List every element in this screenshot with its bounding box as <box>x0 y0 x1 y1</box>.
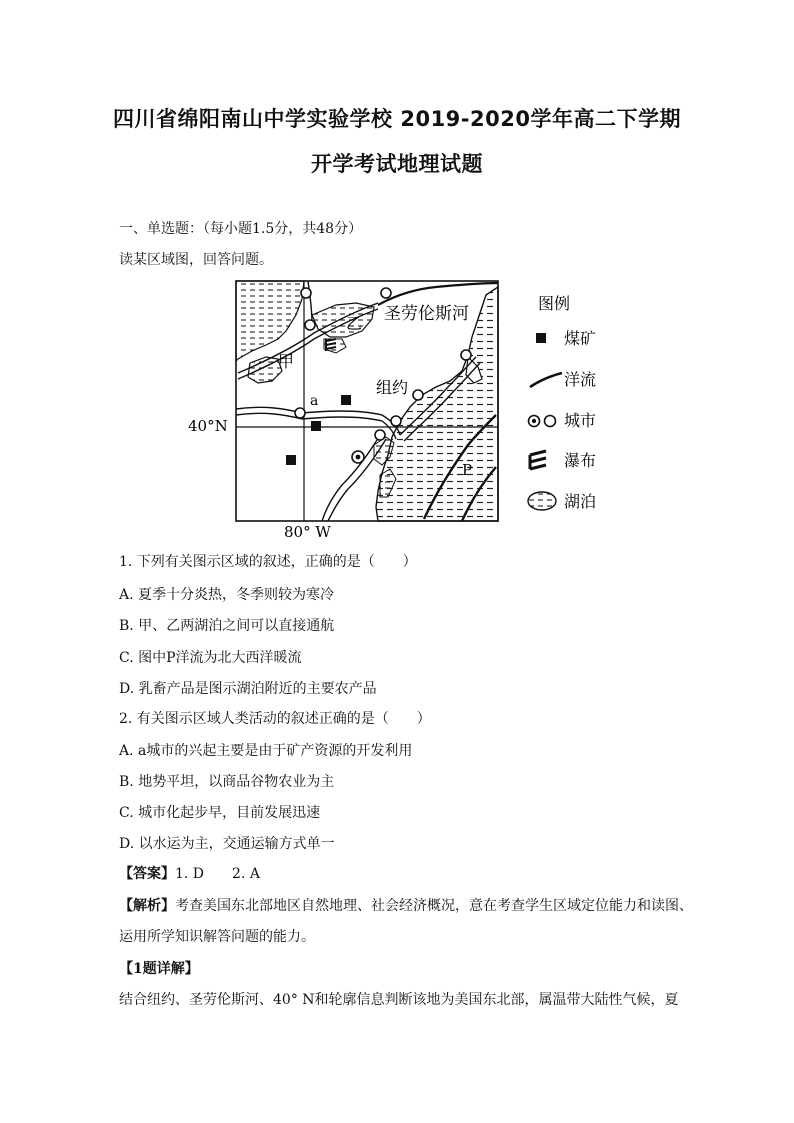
question-2-option-a: A. a城市的兴起主要是由于矿产资源的开发利用 <box>119 743 413 759</box>
city-marker <box>413 390 423 400</box>
question-1-option-d: D. 乳畜产品是图示湖泊附近的主要农产品 <box>119 681 377 697</box>
region-map-figure <box>186 275 606 543</box>
answer-text: 1. D 2. A <box>175 866 260 882</box>
section-header: 一、单选题：（每小题1.5分，共48分） <box>119 221 363 237</box>
question-2-stem: 2. 有关图示区域人类活动的叙述正确的是（ ） <box>119 711 431 727</box>
label-lake-yi: 乙 <box>346 314 363 333</box>
legend-label-coal: 煤矿 <box>564 329 597 348</box>
question-2-option-b: B. 地势平坦，以商品谷物农业为主 <box>119 774 335 790</box>
label-lake-jia: 甲 <box>278 352 295 371</box>
analysis-label: 【解析】 <box>119 898 175 914</box>
answer-line <box>119 863 260 883</box>
question-1-option-a: A. 夏季十分炎热，冬季则较为寒冷 <box>119 587 335 603</box>
legend-title: 图例 <box>538 294 571 313</box>
question-1-option-c: C. 图中P洋流为北大西洋暖流 <box>119 650 302 666</box>
city-marker <box>375 430 385 440</box>
legend-label-waterfall: 瀑布 <box>564 451 597 470</box>
city-marker <box>461 350 471 360</box>
coal-mine-marker <box>341 395 351 405</box>
label-city-a: a <box>310 393 319 409</box>
coal-mine-marker <box>311 421 321 431</box>
city-marker <box>391 416 401 426</box>
label-current-p: P <box>462 461 473 479</box>
question-intro: 读某区域图，回答问题。 <box>119 252 273 268</box>
coal-mine-icon <box>536 333 546 343</box>
city-icon <box>529 416 556 427</box>
coal-mine-marker <box>286 455 296 465</box>
label-latitude: 40°N <box>188 417 228 435</box>
label-newyork: 组约 <box>376 378 409 397</box>
answer-label: 【答案】 <box>119 866 175 882</box>
city-marker <box>301 288 311 298</box>
page-title-line1: 四川省绵阳南山中学实验学校 2019-2020学年高二下学期 <box>113 107 681 131</box>
detail-line-1: 结合纽约、圣劳伦斯河、40° N和轮廓信息判断该地为美国东北部，属温带大陆性气候，夏 <box>119 992 679 1008</box>
analysis-text-1: 考查美国东北部地区自然地理、社会经济概况，意在考查学生区域定位能力和读图、 <box>175 898 693 914</box>
detail-label: 【1题详解】 <box>119 961 199 977</box>
question-2-option-c: C. 城市化起步早，目前发展迅速 <box>119 805 321 821</box>
legend-label-lake: 湖泊 <box>564 492 597 511</box>
analysis-line-2: 运用所学知识解答问题的能力。 <box>119 929 315 945</box>
city-marker <box>381 288 391 298</box>
analysis-line-1 <box>119 895 693 915</box>
map-legend <box>528 294 596 511</box>
question-1-stem: 1. 下列有关图示区域的叙述，正确的是（ ） <box>119 554 417 570</box>
page-title-line2: 开学考试地理试题 <box>311 152 483 176</box>
label-longitude: 80° W <box>284 523 331 541</box>
question-2-option-d: D. 以水运为主，交通运输方式单一 <box>119 836 335 852</box>
lake-icon <box>528 492 556 510</box>
label-st-lawrence: 圣劳伦斯河 <box>384 304 469 324</box>
legend-label-current: 洋流 <box>564 370 597 389</box>
city-a-marker <box>295 408 305 418</box>
legend-label-city: 城市 <box>564 411 597 430</box>
city-marker <box>305 320 315 330</box>
question-1-option-b: B. 甲、乙两湖泊之间可以直接通航 <box>119 618 335 634</box>
ocean-current-icon <box>530 373 562 387</box>
waterfall-icon <box>530 451 546 469</box>
